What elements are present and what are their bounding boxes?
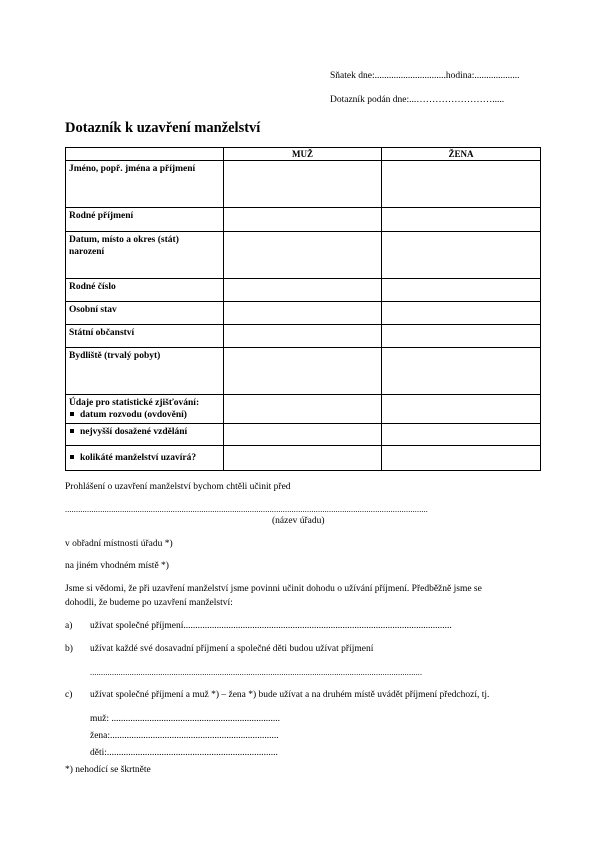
input-man-education[interactable] bbox=[224, 424, 382, 446]
label-residence: Bydliště (trvalý pobyt) bbox=[66, 348, 224, 395]
footnote: *) nehodící se škrtněte bbox=[65, 765, 151, 775]
input-woman-birth-number[interactable] bbox=[382, 279, 541, 302]
option-b-letter: b) bbox=[65, 644, 73, 654]
input-woman-citizenship[interactable] bbox=[382, 325, 541, 348]
option-c-text: užívat společné příjmení a muž *) – žena *) bude užívat a na druhém místě uvádět příjmení předchozí, tj. bbox=[90, 690, 490, 700]
agreement-text-line1: Jsme si vědomi, že při uzavření manželství jsme povinni učinit dohodu o užívání příjmení. Předběžně jsme se bbox=[65, 584, 482, 594]
input-woman-residence[interactable] bbox=[382, 348, 541, 395]
wedding-date-line: Sňatek dne:..............................hodina:................... bbox=[330, 71, 520, 81]
page-title: Dotazník k uzavření manželství bbox=[65, 120, 261, 136]
input-man-name[interactable] bbox=[224, 161, 382, 208]
label-birth-number: Rodné číslo bbox=[66, 279, 224, 302]
column-header-woman: ŽENA bbox=[382, 148, 541, 161]
row-education bbox=[66, 424, 541, 446]
submitted-date-line: Dotazník podán dne:...……………………..... bbox=[330, 95, 505, 105]
label-birth-date-line2: narození bbox=[69, 247, 105, 257]
header-label-cell bbox=[66, 148, 224, 161]
option-other-place: na jiném vhodném místě *) bbox=[65, 561, 169, 571]
option-a-letter: a) bbox=[65, 621, 73, 631]
label-birth-date-line1: Datum, místo a okres (stát) bbox=[69, 235, 179, 245]
input-woman-education[interactable] bbox=[382, 424, 541, 446]
option-a-text[interactable]: užívat společné příjmení................................................................................................................. bbox=[90, 621, 452, 631]
label-name: Jméno, popř. jména a příjmení bbox=[66, 161, 224, 208]
label-marriage-count-text: kolikáté manželství uzavírá? bbox=[80, 453, 197, 463]
label-birth-date-place bbox=[66, 232, 224, 279]
input-woman-birth-surname[interactable] bbox=[382, 208, 541, 232]
option-b-text: užívat každé své dosavadní příjmení a společné děti budou užívat příjmení bbox=[90, 644, 374, 654]
label-citizenship: Státní občanství bbox=[66, 325, 224, 348]
input-man-birth-date-place[interactable] bbox=[224, 232, 382, 279]
row-birth-number bbox=[66, 279, 541, 302]
bullet-icon bbox=[70, 455, 74, 459]
label-divorce-date bbox=[66, 395, 224, 424]
row-birth-date-place bbox=[66, 232, 541, 279]
option-official-room: v obřadní místnosti úřadu *) bbox=[65, 539, 173, 549]
row-name bbox=[66, 161, 541, 208]
table-header-row bbox=[66, 148, 541, 161]
row-marital-status bbox=[66, 302, 541, 325]
label-birth-surname: Rodné příjmení bbox=[66, 208, 224, 232]
column-header-man: MUŽ bbox=[224, 148, 382, 161]
input-man-citizenship[interactable] bbox=[224, 325, 382, 348]
label-marital-status: Osobní stav bbox=[66, 302, 224, 325]
option-b-surname-field[interactable]: ....................................................................................................................................................... bbox=[90, 668, 423, 677]
input-man-birth-surname[interactable] bbox=[224, 208, 382, 232]
option-c-letter: c) bbox=[65, 690, 73, 700]
input-woman-name[interactable] bbox=[382, 161, 541, 208]
row-citizenship bbox=[66, 325, 541, 348]
row-birth-surname bbox=[66, 208, 541, 232]
woman-surname-field[interactable]: žena:....................................................................... bbox=[90, 731, 279, 741]
office-name-caption: (název úřadu) bbox=[272, 516, 325, 526]
input-man-residence[interactable] bbox=[224, 348, 382, 395]
office-name-field[interactable]: ..................................................................................................................................................................... bbox=[65, 505, 428, 514]
input-woman-divorce-date[interactable] bbox=[382, 395, 541, 424]
label-education-text: nejvyšší dosažené vzdělání bbox=[80, 427, 188, 437]
input-man-birth-number[interactable] bbox=[224, 279, 382, 302]
row-divorce-date bbox=[66, 395, 541, 424]
agreement-text-line2: dohodli, že budeme po uzavření manželství: bbox=[65, 598, 233, 608]
label-education bbox=[66, 424, 224, 446]
row-marriage-count bbox=[66, 446, 541, 471]
row-residence bbox=[66, 348, 541, 395]
input-man-marital-status[interactable] bbox=[224, 302, 382, 325]
bullet-icon bbox=[70, 412, 74, 416]
label-marriage-count bbox=[66, 446, 224, 471]
input-woman-marital-status[interactable] bbox=[382, 302, 541, 325]
stats-heading: Údaje pro statistické zjišťování: bbox=[69, 398, 200, 408]
children-surname-field[interactable]: děti:........................................................................ bbox=[90, 748, 278, 758]
declaration-intro: Prohlášení o uzavření manželství bychom chtěli učinit před bbox=[65, 482, 291, 492]
marriage-form-table bbox=[65, 147, 541, 471]
input-man-divorce-date[interactable] bbox=[224, 395, 382, 424]
label-divorce-date-text: datum rozvodu (ovdovění) bbox=[80, 410, 187, 420]
input-man-marriage-count[interactable] bbox=[224, 446, 382, 471]
input-woman-birth-date-place[interactable] bbox=[382, 232, 541, 279]
input-woman-marriage-count[interactable] bbox=[382, 446, 541, 471]
bullet-icon bbox=[70, 429, 74, 433]
man-surname-field[interactable]: muž: ....................................................................... bbox=[90, 714, 280, 724]
